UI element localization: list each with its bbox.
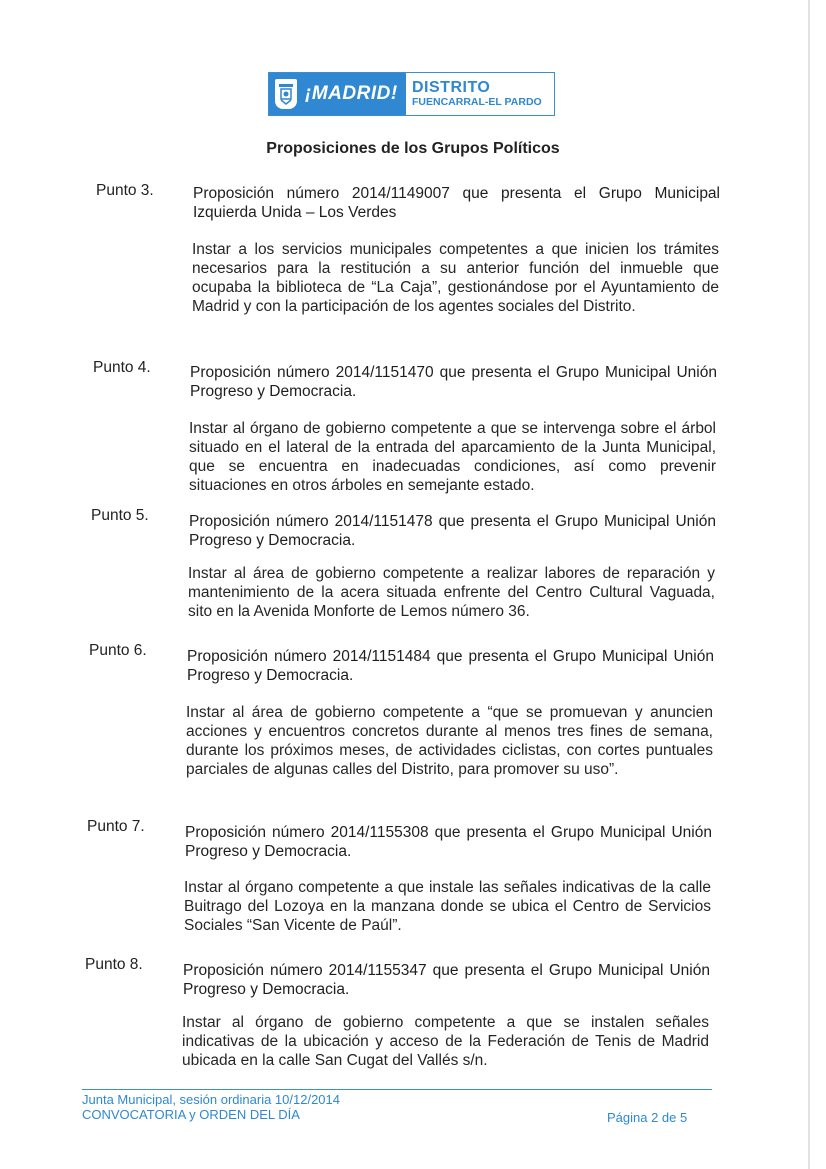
agenda-item-label: Punto 3. bbox=[96, 182, 154, 199]
footer-session: Junta Municipal, sesión ordinaria 10/12/2014 bbox=[82, 1092, 341, 1107]
logo-brand-panel bbox=[269, 73, 406, 115]
agenda-item-heading: Proposición número 2014/1151478 que presenta el Grupo Municipal Unión Progreso y Democracia. bbox=[189, 513, 716, 549]
agenda-item-body: Instar al órgano de gobierno competente a que se instalen señales indicativas de la ubicación y acceso de la Federación de Tenis de Madrid ubicada en la calle San Cugat del Vallés s/n. bbox=[182, 1014, 709, 1069]
page-edge-line bbox=[808, 0, 810, 1169]
section-title: Proposiciones de los Grupos Políticos bbox=[266, 140, 560, 157]
agenda-item-body: Instar al órgano competente a que instale las señales indicativas de la calle Buitrago del Lozoya en la manzana donde se ubica el Centro de Servicios Sociales “San Vicente de Paúl”. bbox=[184, 879, 711, 934]
footer-divider bbox=[82, 1089, 712, 1090]
footer-document-type: CONVOCATORIA y ORDEN DEL DÍA bbox=[82, 1107, 300, 1122]
agenda-item-body: Instar al órgano de gobierno competente a que se intervenga sobre el árbol situado en el lateral de la entrada del aparcamiento de la Junta Municipal, que se encuentra en inadecuadas condiciones, así como prevenir situaciones en otros árboles en semejante estado. bbox=[189, 420, 716, 494]
logo-brand-text: ¡MADRID! bbox=[305, 83, 398, 104]
agenda-item-label: Punto 8. bbox=[85, 956, 143, 973]
agenda-item-label: Punto 5. bbox=[91, 507, 149, 524]
agenda-item-heading: Proposición número 2014/1155308 que presenta el Grupo Municipal Unión Progreso y Democracia. bbox=[185, 824, 712, 860]
agenda-item-label: Punto 7. bbox=[87, 818, 145, 835]
agenda-item-heading: Proposición número 2014/1151470 que presenta el Grupo Municipal Unión Progreso y Democracia. bbox=[190, 364, 717, 400]
agenda-item-body: Instar al área de gobierno competente a realizar labores de reparación y mantenimiento de la acera situada enfrente del Centro Cultural Vaguada, sito en la Avenida Monforte de Lemos número 36. bbox=[188, 565, 715, 620]
agenda-item-body: Instar a los servicios municipales competentes a que inicien los trámites necesarios para la restitución a su anterior función del inmueble que ocupaba la biblioteca de “La Caja”, gestionándose por el Ayuntamiento de Madrid y con la participación de los agentes sociales del Distrito. bbox=[192, 241, 719, 315]
page-number: Página 2 de 5 bbox=[607, 1110, 688, 1125]
agenda-item-body: Instar al área de gobierno competente a “que se promuevan y anuncien acciones y encuentros concretos durante al menos tres fines de semana, durante los próximos meses, de actividades ciclistas, con cortes puntuales parciales de algunas calles del Distrito, para promover su uso”. bbox=[186, 704, 713, 778]
agenda-item-heading: Proposición número 2014/1149007 que presenta el Grupo Municipal Izquierda Unida – Los Verdes bbox=[193, 185, 720, 221]
logo-district-name: FUENCARRAL-EL PARDO bbox=[412, 96, 542, 108]
logo-distrito-text: DISTRITO bbox=[412, 79, 491, 96]
agenda-item-label: Punto 4. bbox=[93, 359, 151, 376]
agenda-item-heading: Proposición número 2014/1151484 que presenta el Grupo Municipal Unión Progreso y Democracia. bbox=[187, 648, 714, 684]
madrid-district-logo bbox=[268, 72, 555, 116]
coat-of-arms-icon bbox=[275, 79, 297, 109]
agenda-item-heading: Proposición número 2014/1155347 que presenta el Grupo Municipal Unión Progreso y Democracia. bbox=[183, 962, 710, 998]
agenda-item-label: Punto 6. bbox=[89, 642, 147, 659]
logo-district-panel bbox=[406, 73, 554, 115]
